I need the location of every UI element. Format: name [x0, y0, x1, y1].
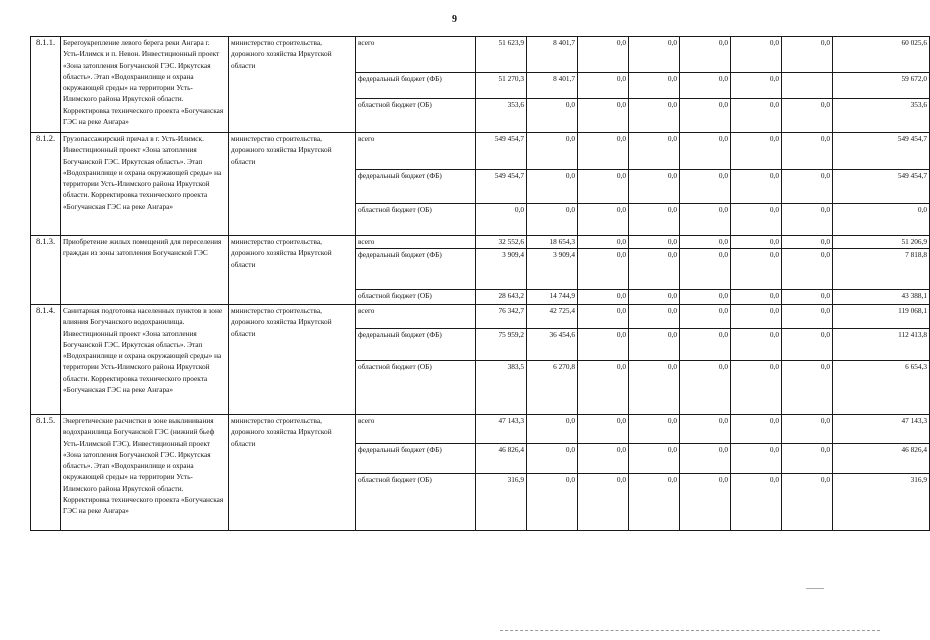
item-number: 8.1.1.: [31, 37, 61, 133]
value-cell: 0,0: [782, 290, 833, 305]
value-cell: 0,0: [629, 474, 680, 531]
value-cell: 0,0: [578, 444, 629, 474]
total-value-cell: 549 454,7: [833, 133, 930, 170]
value-cell: 0,0: [578, 73, 629, 99]
value-cell: 75 959,2: [476, 329, 527, 361]
table-row: [31, 305, 930, 329]
item-name: Приобретение жилых помещений для переселения граждан из зоны затопления Богучанской ГЭС: [61, 236, 229, 305]
value-cell: 8 401,7: [527, 73, 578, 99]
value-cell: 0,0: [578, 329, 629, 361]
value-cell: 0,0: [578, 204, 629, 236]
value-cell: 0,0: [629, 133, 680, 170]
table-row: [31, 37, 930, 73]
value-cell: 76 342,7: [476, 305, 527, 329]
value-cell: 32 552,6: [476, 236, 527, 249]
value-cell: 0,0: [527, 444, 578, 474]
value-cell: 0,0: [731, 133, 782, 170]
value-cell: 0,0: [629, 37, 680, 73]
value-cell: 353,6: [476, 99, 527, 133]
value-cell: 0,0: [527, 474, 578, 531]
funding-source-label: федеральный бюджет (ФБ): [356, 73, 476, 99]
value-cell: 0,0: [629, 170, 680, 204]
value-cell: 0,0: [782, 329, 833, 361]
value-cell: 0,0: [680, 133, 731, 170]
value-cell: 0,0: [680, 474, 731, 531]
value-cell: 0,0: [731, 290, 782, 305]
value-cell: 28 643,2: [476, 290, 527, 305]
value-cell: 0,0: [578, 290, 629, 305]
value-cell: 36 454,6: [527, 329, 578, 361]
total-value-cell: 43 388,1: [833, 290, 930, 305]
funding-source-label: федеральный бюджет (ФБ): [356, 249, 476, 290]
value-cell: 0,0: [629, 236, 680, 249]
value-cell: 0,0: [629, 204, 680, 236]
total-value-cell: 119 068,1: [833, 305, 930, 329]
value-cell: 0,0: [782, 305, 833, 329]
total-value-cell: 549 454,7: [833, 170, 930, 204]
value-cell: 0,0: [782, 204, 833, 236]
value-cell: 0,0: [782, 37, 833, 73]
total-value-cell: 7 818,8: [833, 249, 930, 290]
value-cell: 0,0: [680, 37, 731, 73]
value-cell: 46 826,4: [476, 444, 527, 474]
funding-source-label: федеральный бюджет (ФБ): [356, 170, 476, 204]
value-cell: 0,0: [578, 99, 629, 133]
value-cell: 0,0: [680, 329, 731, 361]
value-cell: 0,0: [782, 361, 833, 415]
value-cell: 0,0: [782, 133, 833, 170]
value-cell: 0,0: [578, 361, 629, 415]
value-cell: 14 744,9: [527, 290, 578, 305]
value-cell: [782, 73, 833, 99]
funding-source-label: областной бюджет (ОБ): [356, 99, 476, 133]
funding-source-label: всего: [356, 133, 476, 170]
value-cell: 0,0: [731, 329, 782, 361]
funding-source-label: всего: [356, 37, 476, 73]
value-cell: 0,0: [527, 170, 578, 204]
value-cell: 0,0: [629, 73, 680, 99]
value-cell: 51 623,9: [476, 37, 527, 73]
value-cell: 0,0: [578, 170, 629, 204]
value-cell: 0,0: [731, 73, 782, 99]
value-cell: 0,0: [578, 474, 629, 531]
value-cell: 6 270,8: [527, 361, 578, 415]
total-value-cell: 112 413,8: [833, 329, 930, 361]
total-value-cell: 0,0: [833, 204, 930, 236]
funding-source-label: всего: [356, 305, 476, 329]
value-cell: 0,0: [680, 444, 731, 474]
table-row: [31, 236, 930, 249]
value-cell: 0,0: [680, 415, 731, 444]
value-cell: 0,0: [731, 305, 782, 329]
item-executor: министерство строительства, дорожного хозяйства Иркутской области: [229, 236, 356, 305]
item-executor: министерство строительства, дорожного хозяйства Иркутской области: [229, 37, 356, 133]
value-cell: 0,0: [782, 474, 833, 531]
value-cell: 0,0: [578, 133, 629, 170]
value-cell: 0,0: [782, 249, 833, 290]
total-value-cell: 59 672,0: [833, 73, 930, 99]
item-executor: министерство строительства, дорожного хозяйства Иркутской области: [229, 133, 356, 236]
total-value-cell: 353,6: [833, 99, 930, 133]
funding-source-label: всего: [356, 415, 476, 444]
value-cell: 0,0: [680, 204, 731, 236]
item-name: Грузопассажирский причал в г. Усть-Илимск. Инвестиционный проект «Зона затопления Богучанской ГЭС. Иркутская область». Этап «Водохранилище и охрана окружающей среды» на территории Усть-Илимского района Иркутской области. Корректировка технического проекта «Богучанская ГЭС на реке Ангара»: [61, 133, 229, 236]
funding-source-label: областной бюджет (ОБ): [356, 361, 476, 415]
value-cell: 0,0: [731, 170, 782, 204]
value-cell: 549 454,7: [476, 133, 527, 170]
value-cell: 0,0: [629, 99, 680, 133]
scan-edge-marks: [500, 630, 880, 635]
value-cell: 0,0: [680, 236, 731, 249]
value-cell: 0,0: [578, 37, 629, 73]
item-number: 8.1.3.: [31, 236, 61, 305]
value-cell: 0,0: [782, 444, 833, 474]
item-name: Берегоукрепление левого берега реки Ангара г. Усть-Илимск и п. Невон. Инвестиционный проект «Зона затопления Богучанской ГЭС. Иркутская область». Этап «Водохранилище и охрана окружающей среды» на территории Усть-Илимского района Иркутской области. Корректировка технического проекта «Богучанская ГЭС на реке Ангара»: [61, 37, 229, 133]
value-cell: 0,0: [731, 204, 782, 236]
value-cell: 0,0: [680, 361, 731, 415]
value-cell: 316,9: [476, 474, 527, 531]
value-cell: 549 454,7: [476, 170, 527, 204]
table-row: [31, 415, 930, 444]
item-number: 8.1.2.: [31, 133, 61, 236]
value-cell: 0,0: [527, 204, 578, 236]
value-cell: 0,0: [782, 236, 833, 249]
value-cell: 8 401,7: [527, 37, 578, 73]
value-cell: 0,0: [680, 249, 731, 290]
scan-dash-mark: [806, 588, 824, 589]
funding-source-label: областной бюджет (ОБ): [356, 204, 476, 236]
value-cell: 0,0: [731, 236, 782, 249]
value-cell: 0,0: [731, 444, 782, 474]
total-value-cell: 6 654,3: [833, 361, 930, 415]
total-value-cell: 51 206,9: [833, 236, 930, 249]
value-cell: 0,0: [731, 99, 782, 133]
value-cell: 0,0: [629, 249, 680, 290]
item-executor: министерство строительства, дорожного хозяйства Иркутской области: [229, 415, 356, 531]
value-cell: 0,0: [629, 415, 680, 444]
value-cell: 3 909,4: [527, 249, 578, 290]
value-cell: 0,0: [680, 99, 731, 133]
value-cell: 18 654,3: [527, 236, 578, 249]
item-name: Санитарная подготовка населенных пунктов в зоне влияния Богучанского водохранилища. Инвестиционный проект «Зона затопления Богучанской ГЭС. Иркутская область». Этап «Водохранилище и охрана окружающей среды» на территории Усть-Илимского района Иркутской области. Корректировка технического проекта «Богучанская ГЭС на реке Ангара»: [61, 305, 229, 415]
value-cell: 0,0: [527, 415, 578, 444]
value-cell: 0,0: [578, 249, 629, 290]
value-cell: 0,0: [527, 133, 578, 170]
item-name: Энергетические расчистки в зоне выклинивания водохранилища Богучанской ГЭС (нижний бьеф Усть-Илимской ГЭС). Инвестиционный проект «Зона затопления Богучанской ГЭС. Иркутская область». Этап «Водохранилище и охрана окружающей среды» на территории Усть-Илимского района Иркутской области. Корректировка технического проекта «Богучанская ГЭС на реке Ангара»: [61, 415, 229, 531]
total-value-cell: 60 025,6: [833, 37, 930, 73]
funding-source-label: федеральный бюджет (ФБ): [356, 329, 476, 361]
total-value-cell: 47 143,3: [833, 415, 930, 444]
value-cell: 0,0: [578, 236, 629, 249]
value-cell: 0,0: [731, 249, 782, 290]
value-cell: 0,0: [782, 170, 833, 204]
funding-source-label: областной бюджет (ОБ): [356, 290, 476, 305]
value-cell: 0,0: [731, 361, 782, 415]
item-number: 8.1.5.: [31, 415, 61, 531]
value-cell: 0,0: [629, 305, 680, 329]
funding-source-label: всего: [356, 236, 476, 249]
funding-source-label: областной бюджет (ОБ): [356, 474, 476, 531]
value-cell: 0,0: [629, 290, 680, 305]
value-cell: 0,0: [629, 444, 680, 474]
value-cell: 0,0: [680, 170, 731, 204]
value-cell: 42 725,4: [527, 305, 578, 329]
value-cell: 0,0: [629, 329, 680, 361]
value-cell: 383,5: [476, 361, 527, 415]
value-cell: 0,0: [680, 290, 731, 305]
value-cell: 0,0: [680, 305, 731, 329]
value-cell: 51 270,3: [476, 73, 527, 99]
value-cell: 0,0: [578, 415, 629, 444]
total-value-cell: 46 826,4: [833, 444, 930, 474]
value-cell: 0,0: [731, 415, 782, 444]
item-number: 8.1.4.: [31, 305, 61, 415]
value-cell: 0,0: [578, 305, 629, 329]
value-cell: 0,0: [629, 361, 680, 415]
value-cell: 0,0: [680, 73, 731, 99]
page-number: 9: [452, 14, 457, 25]
value-cell: 0,0: [731, 474, 782, 531]
item-executor: министерство строительства, дорожного хозяйства Иркутской области: [229, 305, 356, 415]
value-cell: 3 909,4: [476, 249, 527, 290]
value-cell: 0,0: [731, 37, 782, 73]
value-cell: 0,0: [527, 99, 578, 133]
budget-table: [30, 36, 930, 531]
value-cell: 0,0: [782, 99, 833, 133]
value-cell: 0,0: [782, 415, 833, 444]
table-row: [31, 133, 930, 170]
value-cell: 0,0: [476, 204, 527, 236]
value-cell: 47 143,3: [476, 415, 527, 444]
total-value-cell: 316,9: [833, 474, 930, 531]
funding-source-label: федеральный бюджет (ФБ): [356, 444, 476, 474]
